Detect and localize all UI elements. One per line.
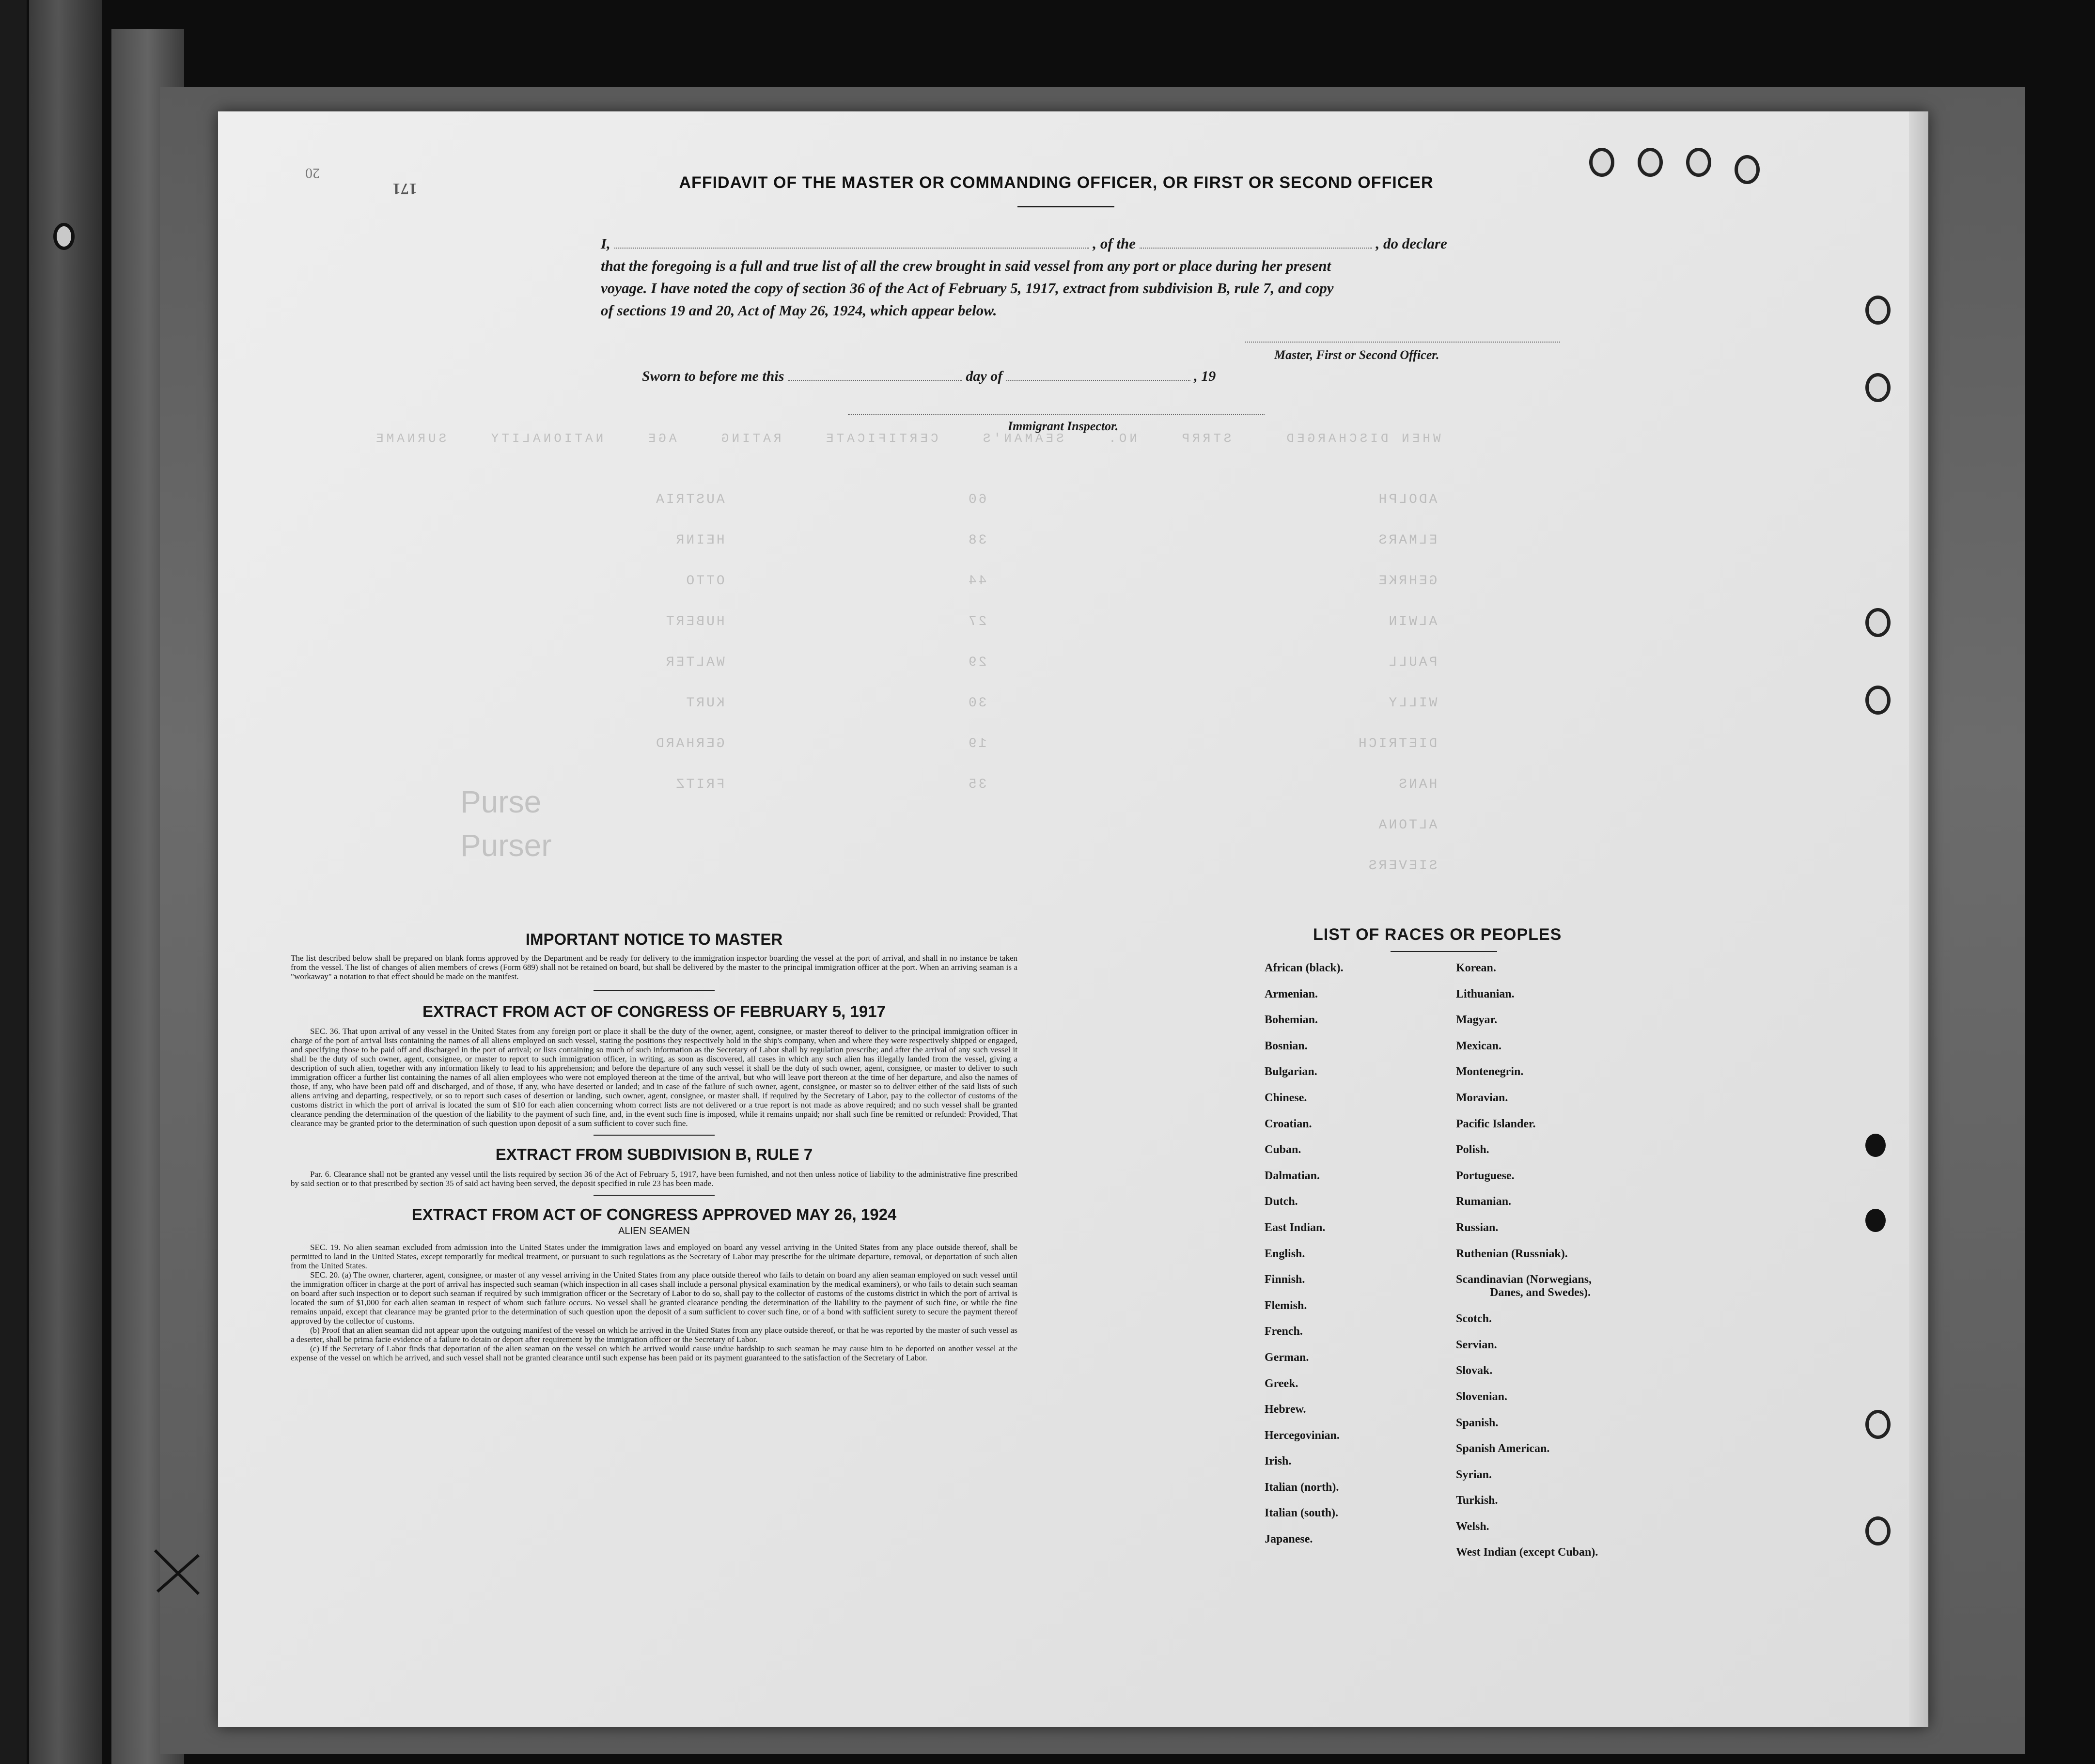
race-item: Hercegovinian. <box>1265 1429 1340 1442</box>
extract-1917-title: EXTRACT FROM ACT OF CONGRESS OF FEBRUARY 5, 1917 <box>422 1002 886 1020</box>
race-item: Japanese. <box>1265 1533 1313 1546</box>
races-column-1 <box>1265 962 1344 1559</box>
race-item: Mexican. <box>1456 1039 1501 1052</box>
sworn-line <box>642 368 1216 385</box>
master-signature-label: Master, First or Second Officer. <box>1274 348 1439 362</box>
race-item: Korean. <box>1456 962 1496 974</box>
race-item: Croatian. <box>1265 1117 1312 1130</box>
race-item: Portuguese. <box>1456 1169 1515 1182</box>
race-item: Danes, and Swedes). <box>1490 1286 1591 1299</box>
sec19-body: SEC. 19. No alien seaman excluded from admission into the United States under the immigration laws and employed on board any vessel arriving in the United States from any place outside thereof, shall be permitted to land in the United States, except temporarily for medical treatment, or pursuant to such regulations as the Secretary of Labor may prescribe for the ultimate departure, removal, or deportation of such alien from the United States. <box>291 1243 1017 1270</box>
race-item: Ruthenian (Russniak). <box>1456 1247 1568 1260</box>
race-item: Welsh. <box>1456 1520 1489 1533</box>
bleed-through-right: ADOLPH ELMARS GEHRKE ALWIN PAULL WILLY DIETRICH HANS ALTONA SIEVERS <box>1357 492 1438 874</box>
sworn-label: Sworn to before me this <box>642 368 784 384</box>
binder-hole <box>53 223 75 250</box>
sworn-day-blank <box>788 380 962 381</box>
corner-number: 20 <box>305 165 320 181</box>
affidavit-rule <box>1017 206 1114 207</box>
notice-title: IMPORTANT NOTICE TO MASTER <box>525 930 783 948</box>
manifest-page <box>218 111 1928 1727</box>
race-item: Bulgarian. <box>1265 1065 1317 1078</box>
punch-hole <box>1865 608 1891 637</box>
race-item: West Indian (except Cuban). <box>1456 1546 1598 1559</box>
race-item: East Indian. <box>1265 1221 1326 1234</box>
punch-hole <box>1865 296 1891 325</box>
race-item: Bohemian. <box>1265 1014 1318 1027</box>
race-item: Montenegrin. <box>1456 1065 1524 1078</box>
race-item: Chinese. <box>1265 1091 1307 1104</box>
punch-hole <box>1589 148 1614 177</box>
page-number: 171 <box>392 180 417 198</box>
race-item: Finnish. <box>1265 1273 1305 1286</box>
race-item: Polish. <box>1456 1143 1489 1156</box>
binder-edge <box>0 0 27 1764</box>
race-item: Hebrew. <box>1265 1403 1306 1416</box>
handwritten-x-mark <box>150 1545 203 1599</box>
punch-hole <box>1865 686 1891 715</box>
race-item: Rumanian. <box>1456 1195 1512 1208</box>
race-item: Russian. <box>1456 1221 1499 1234</box>
inspector-label: Immigrant Inspector. <box>1008 419 1119 433</box>
race-item: German. <box>1265 1351 1309 1364</box>
race-item: Scandinavian (Norwegians, <box>1456 1273 1592 1286</box>
race-item: Irish. <box>1265 1455 1292 1468</box>
bleed-through-columns: WHEN DISCHARGED STRRP NO. SEAMAN'S CERTIFICATE RATING AGE NATIONALITY SURNAME <box>373 431 1441 446</box>
decl-of-the: , of the <box>1093 235 1136 252</box>
vessel-blank <box>1140 248 1372 249</box>
day-of-label: day of <box>966 368 1003 384</box>
races-title: LIST OF RACES OR PEOPLES <box>1313 925 1562 944</box>
punch-hole <box>1865 373 1891 402</box>
decl-line4: of sections 19 and 20, Act of May 26, 1924, which appear below. <box>601 302 997 319</box>
race-item: Slovenian. <box>1456 1390 1508 1403</box>
race-item: Lithuanian. <box>1456 987 1515 1000</box>
race-item: Moravian. <box>1456 1091 1508 1104</box>
subdivision-rule <box>594 1195 715 1196</box>
race-item: Syrian. <box>1456 1468 1492 1481</box>
punch-hole-dark <box>1865 1134 1886 1157</box>
name-blank <box>614 248 1089 249</box>
race-item: Magyar. <box>1456 1014 1498 1027</box>
race-item: Italian (north). <box>1265 1481 1339 1494</box>
sworn-month-blank <box>1006 380 1190 381</box>
races-title-rule <box>1391 951 1497 952</box>
punch-hole <box>1865 1410 1891 1439</box>
sec20-body: SEC. 20. (a) The owner, charterer, agent, consignee, or master of any vessel arriving in the United States from any place outside thereof who fails to detain on board any alien seaman employed on such vessel until the immigration officer in charge at the port of arrival has inspected such seaman (which inspection in all cases shall include a personal physical examination by the medical examiners), or who fails to detain such seaman on board after such inspection or to deport such seaman if required by such immigration officer or the Secretary of Labor to do so, shall pay to the collector of customs of the customs district in which the port of arrival is located the sum of $1,000 for each alien seaman in respect of whom such failure occurs. No vessel shall be granted clearance pending the determination of the liability to the payment of such fine, or while the fine remains unpaid, except that clearance may be granted prior to the determination of such question upon the deposit of a sum sufficient to cover such fine, or of a bond with sufficient surety to secure the payment thereof approved by the collector of customs. <box>291 1270 1017 1326</box>
race-item: Pacific Islander. <box>1456 1117 1536 1130</box>
race-item: French. <box>1265 1325 1303 1338</box>
race-item: Spanish. <box>1456 1416 1499 1429</box>
punch-hole-dark <box>1865 1209 1886 1232</box>
race-item: Armenian. <box>1265 987 1318 1000</box>
sec20c-body: (c) If the Secretary of Labor finds that deportation of the alien seaman on the vessel on which he arrived would cause undue hardship to such seaman he may cause him to be deported on another vessel at the expense of the vessel on which he arrived, and such vessel shall not be granted clearance until such expense has been paid or its payment guaranteed to the satisfaction of the Secretary of Labor. <box>291 1344 1017 1362</box>
race-item: Dutch. <box>1265 1195 1298 1208</box>
binder-strip <box>29 0 102 1764</box>
race-item: English. <box>1265 1247 1305 1260</box>
faint-stamp: Purse Purser <box>460 784 552 863</box>
extract-1917-body: SEC. 36. That upon arrival of any vessel in the United States from any foreign port or place it shall be the duty of the owner, agent, consignee, or master thereof to deliver to the principal immigration officer in charge of the port of arrival lists containing the names of all aliens employed on such vessel, stating the positions they respectively hold in the ship's company, when and where they were respectively shipped or engaged, and specifying those to be paid off and discharged in the port of arrival; or lists containing so much of such information as the Secretary of Labor shall by regulation prescribe; and after the arrival of any such vessel it shall be the duty of such owner, agent, consignee, or master to report to such immigration officer, in writing, as soon as discovered, all cases in which any such alien has illegally landed from the vessel, giving a description of such alien, together with any information likely to lead to his apprehension; and before the departure of any such vessel it shall be the duty of such owner, agent, consignee, or master to deliver to such immigration officer a further list containing the names of all alien employees who were not employed thereon at the time of the arrival, but who will leave port thereon at the time of her departure, and also the names of those, if any, who have been paid off and discharged, and of those, if any, who have deserted or landed; and in case of the failure of such owner, agent, consignee, or master so to deliver either of the said lists of such aliens arriving and departing, respectively, or so to report such cases of desertion or landing, such owner, agent, consignee, or master shall, if required by the Secretary of Labor, pay to the collector of customs of the customs district in which the port of arrival is located the sum of $10 for each alien concerning whom correct lists are not delivered or a true report is not made as above required; and no such vessel shall be granted clearance pending the determination of the question of the liability to the payment of such fine, and, in the event such fine is imposed, while it remains unpaid; nor shall such fine be remitted or refunded: Provided, That clearance may be granted prior to the determination of such question upon deposit of a sum sufficient to cover such fine. <box>291 1027 1017 1128</box>
decl-declare: , do declare <box>1376 235 1447 252</box>
race-item: Italian (south). <box>1265 1507 1339 1520</box>
notice-section <box>291 930 1017 1362</box>
notice-rule <box>594 990 715 991</box>
affidavit-title: AFFIDAVIT OF THE MASTER OR COMMANDING OFFICER, OR FIRST OR SECOND OFFICER <box>679 173 1434 192</box>
race-item: Greek. <box>1265 1377 1298 1390</box>
race-item: Spanish American. <box>1456 1442 1550 1455</box>
year-label: , 19 <box>1194 368 1216 384</box>
race-item: African (black). <box>1265 962 1344 974</box>
decl-line3: voyage. I have noted the copy of section 36 of the Act of February 5, 1917, extract from subdivision B, rule 7, and copy <box>601 280 1334 297</box>
race-item: Bosnian. <box>1265 1039 1308 1052</box>
punch-hole <box>1686 148 1711 177</box>
extract-1924-title: EXTRACT FROM ACT OF CONGRESS APPROVED MAY 26, 1924 <box>411 1205 897 1223</box>
race-item: Servian. <box>1456 1338 1497 1351</box>
extract-1917-rule <box>594 1135 715 1136</box>
affidavit-declaration <box>601 233 1536 322</box>
race-item: Flemish. <box>1265 1299 1307 1312</box>
races-column-2 <box>1456 962 1598 1572</box>
race-item: Scotch. <box>1456 1312 1492 1326</box>
race-item: Cuban. <box>1265 1143 1301 1156</box>
page-edge <box>1909 111 1928 1727</box>
race-item: Turkish. <box>1456 1494 1498 1507</box>
sec20b-body: (b) Proof that an alien seaman did not appear upon the outgoing manifest of the vessel on which he arrived in the United States from any place outside thereof, or that he was reported by the master of such vessel as a deserter, shall be prima facie evidence of a failure to detain or deport after requirement by the immigration officer or the Secretary of Labor. <box>291 1326 1017 1344</box>
subdivision-title: EXTRACT FROM SUBDIVISION B, RULE 7 <box>495 1145 813 1163</box>
decl-line2: that the foregoing is a full and true list of all the crew brought in said vessel from any port or place during her present <box>601 257 1331 274</box>
master-signature-line <box>1245 342 1560 343</box>
race-item: Dalmatian. <box>1265 1169 1320 1182</box>
notice-body: The list described below shall be prepared on blank forms approved by the Department and be ready for delivery to the immigration inspector boarding the vessel at the port of arrival, and shall in no instance be taken from the vessel. The list of changes of alien members of crews (Form 689) shall not be retained on board, but shall be delivered by the master to the principal immigration officer at the port. When an arriving seaman is a "workaway" a notation to that effect should be made on the manifest. <box>291 953 1017 981</box>
inspector-signature-line <box>848 414 1265 415</box>
punch-hole <box>1865 1516 1891 1545</box>
subdivision-body: Par. 6. Clearance shall not be granted any vessel until the lists required by section 36 of the Act of February 5, 1917, have been furnished, and not then unless notice of liability to the administrative fine prescribed by said section or to that prescribed by section 35 of said act having been served, the deposit specified in rule 23 has been made. <box>291 1170 1017 1188</box>
decl-i: I, <box>601 235 610 252</box>
extract-1924-subtitle: ALIEN SEAMEN <box>618 1226 690 1236</box>
bleed-through-rows: 60 AUSTRIA 38 HEINR 44 OTTO 27 HUBERT 29 WALTER 30 KURT 19 GERHARD 35 FRITZ <box>654 492 987 792</box>
punch-hole <box>1638 148 1663 177</box>
race-item: Slovak. <box>1456 1364 1493 1377</box>
